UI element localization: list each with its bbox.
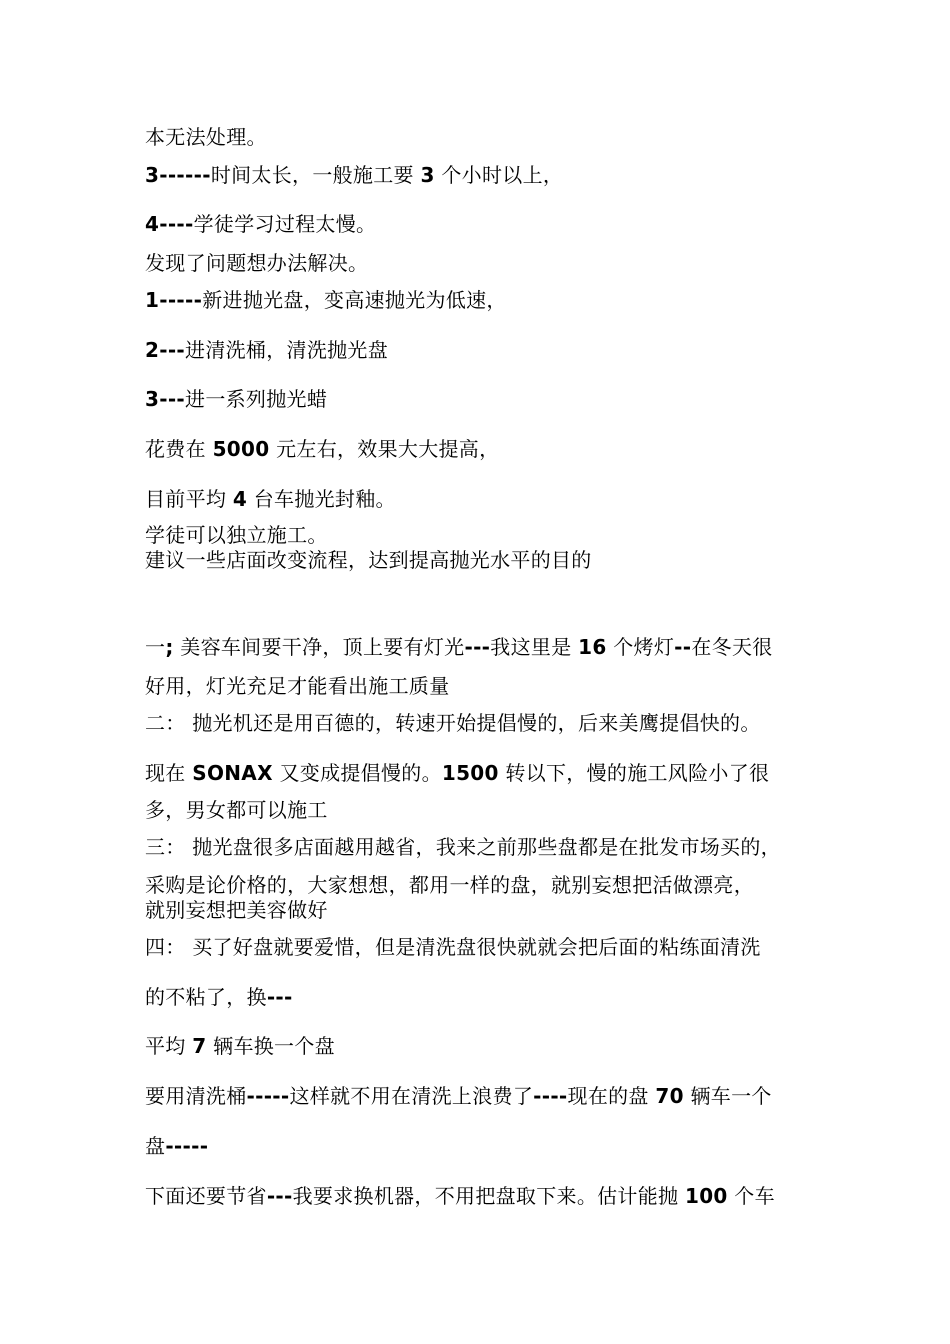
text-line: 要用清洗桶-----这样就不用在清洗上浪费了----现在的盘 70 辆车一个 — [145, 1084, 772, 1108]
text-line: 盘----- — [145, 1134, 209, 1158]
text-line: 三： 抛光盘很多店面越用越省，我来之前那些盘都是在批发市场买的， — [145, 835, 781, 859]
text-line: 学徒可以独立施工。 — [145, 523, 328, 547]
text-line: 3------时间太长，一般施工要 3 个小时以上， — [145, 163, 564, 187]
text-line: 四： 买了好盘就要爱惜，但是清洗盘很快就就会把后面的粘练面清洗 — [145, 935, 761, 959]
text-line: 1-----新进抛光盘，变高速抛光为低速， — [145, 288, 507, 312]
text-line: 采购是论价格的，大家想想，都用一样的盘，就别妄想把活做漂亮， — [145, 873, 754, 897]
text-line: 平均 7 辆车换一个盘 — [145, 1034, 335, 1058]
text-line: 好用，灯光充足才能看出施工质量 — [145, 674, 450, 698]
text-line: 多，男女都可以施工 — [145, 798, 328, 822]
text-line: 4----学徒学习过程太慢。 — [145, 212, 377, 236]
text-line: 发现了问题想办法解决。 — [145, 251, 369, 275]
text-line: 建议一些店面改变流程，达到提高抛光水平的目的 — [145, 548, 592, 572]
text-line: 下面还要节省---我要求换机器，不用把盘取下来。估计能抛 100 个车 — [145, 1184, 775, 1208]
text-line: 二： 抛光机还是用百德的，转速开始提倡慢的，后来美鹰提倡快的。 — [145, 711, 761, 735]
text-line: 现在 SONAX 又变成提倡慢的。1500 转以下，慢的施工风险小了很 — [145, 761, 770, 785]
text-line: 就别妄想把美容做好 — [145, 898, 328, 922]
text-line: 2---进清洗桶，清洗抛光盘 — [145, 338, 389, 362]
text-line: 一; 美容车间要干净，顶上要有灯光---我这里是 16 个烤灯--在冬天很 — [145, 635, 773, 659]
text-line: 本无法处理。 — [145, 125, 267, 149]
text-line: 的不粘了，换--- — [145, 985, 293, 1009]
text-line: 花费在 5000 元左右，效果大大提高， — [145, 437, 500, 461]
text-line: 目前平均 4 台车抛光封釉。 — [145, 487, 396, 511]
text-line: 3---进一系列抛光蜡 — [145, 387, 328, 411]
